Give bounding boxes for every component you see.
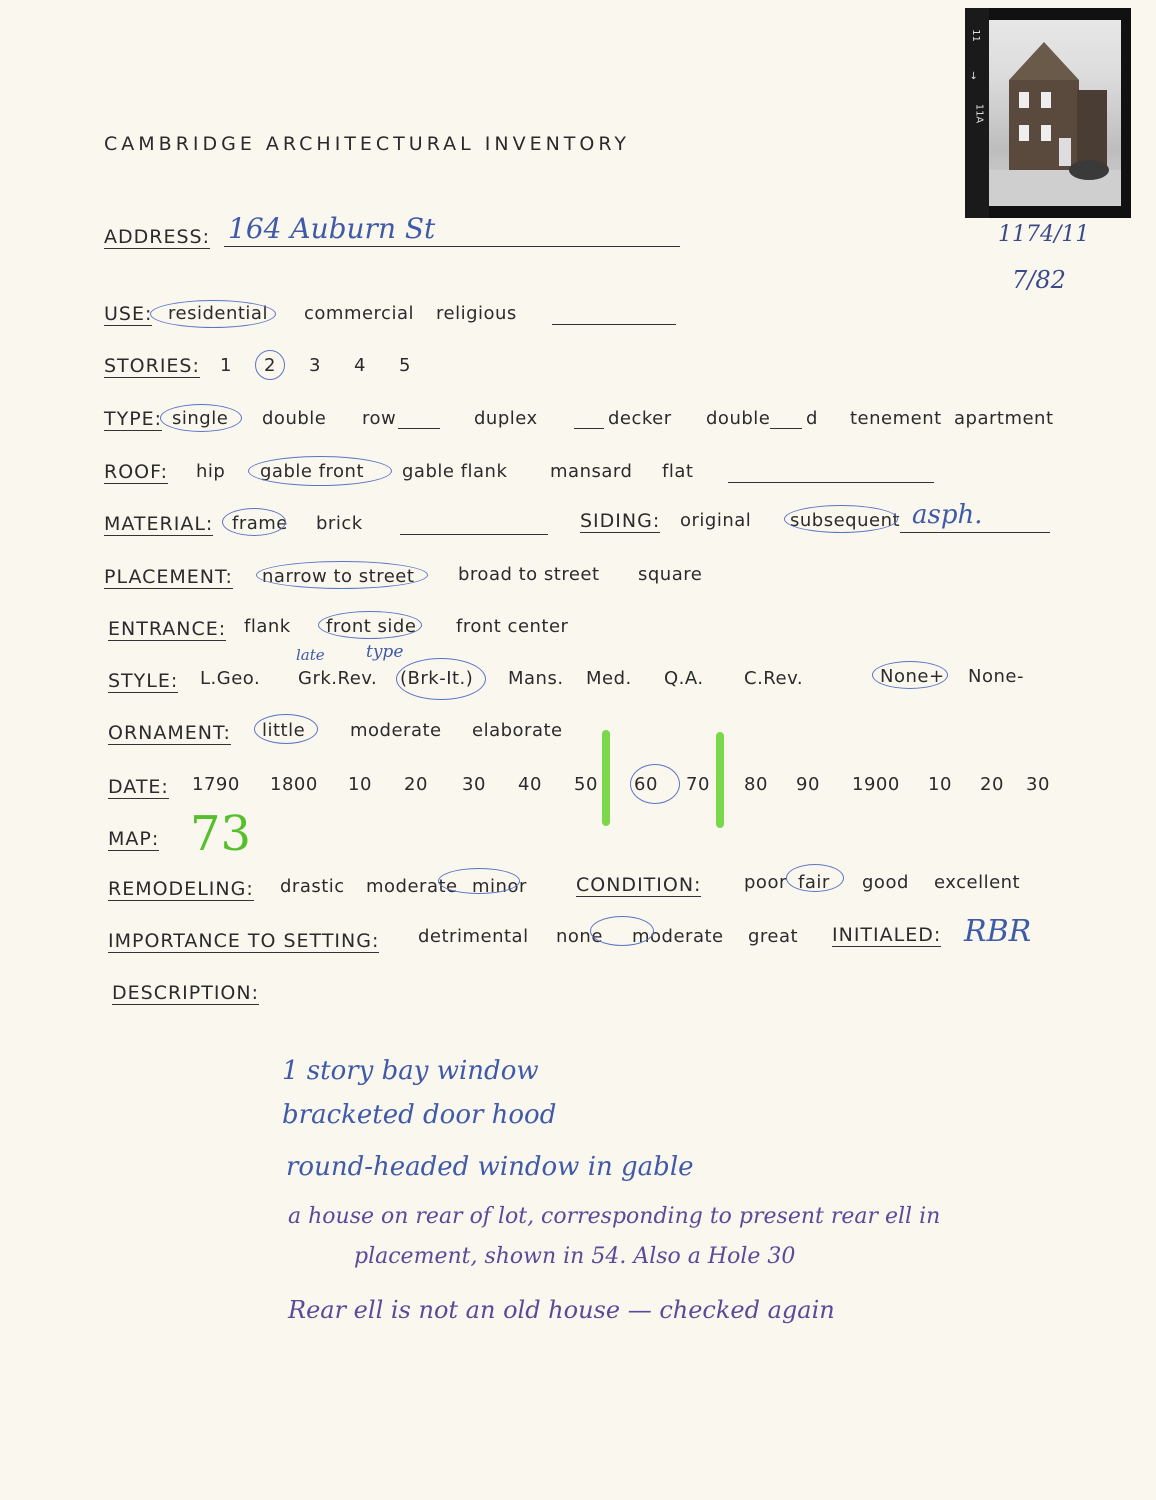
type-apartment: apartment	[954, 408, 1054, 429]
label-ornament: ORNAMENT:	[108, 722, 231, 744]
type-double: double	[262, 408, 327, 429]
siding-subsequent: subsequent	[790, 510, 901, 531]
placement-narrow: narrow to street	[262, 566, 415, 587]
selection-circle	[256, 561, 428, 589]
selection-circle	[222, 508, 286, 536]
selection-circle	[872, 661, 948, 689]
label-date: DATE:	[108, 776, 169, 798]
address-value: 164 Auburn St	[228, 212, 436, 245]
date-1790: 1790	[192, 774, 240, 795]
label-remodeling: REMODELING:	[108, 878, 254, 900]
label-map: MAP:	[108, 828, 160, 850]
condition-poor: poor	[744, 872, 787, 893]
house-image	[989, 20, 1121, 206]
date-1800: 1800	[270, 774, 318, 795]
siding-original: original	[680, 510, 752, 531]
style-grkrev: Grk.Rev.	[298, 668, 378, 689]
entrance-front-side: front side	[326, 616, 417, 637]
ornament-elaborate: elaborate	[472, 720, 563, 741]
style-qa: Q.A.	[664, 668, 704, 689]
style-type-note: type	[366, 642, 404, 662]
date-30: 30	[462, 774, 486, 795]
importance-great: great	[748, 926, 799, 947]
type-single: single	[172, 408, 229, 429]
selection-circle	[630, 764, 680, 804]
date-70: 70	[686, 774, 710, 795]
date-1930: 30	[1026, 774, 1050, 795]
siding-other-line	[900, 532, 1050, 533]
stories-4: 4	[354, 355, 366, 376]
date-1900: 1900	[852, 774, 900, 795]
selection-circle	[590, 916, 654, 946]
ornament-little: little	[262, 720, 306, 741]
ornament-moderate: moderate	[350, 720, 442, 741]
date-60: 60	[634, 774, 658, 795]
green-bracket-left	[602, 730, 610, 826]
date-20: 20	[404, 774, 428, 795]
label-initialed: INITIALED:	[832, 924, 942, 946]
style-mans: Mans.	[508, 668, 564, 689]
selection-circle	[784, 505, 901, 533]
house-photo	[965, 8, 1131, 218]
material-brick: brick	[316, 513, 363, 534]
reference-number: 1174/11	[998, 222, 1090, 247]
label-stories: STORIES:	[104, 355, 200, 377]
type-row: row	[362, 408, 397, 429]
film-strip	[965, 8, 989, 218]
condition-excellent: excellent	[934, 872, 1021, 893]
entrance-front-center: front center	[456, 616, 569, 637]
type-decker: decker	[608, 408, 672, 429]
initials: RBR	[964, 914, 1032, 949]
label-placement: PLACEMENT:	[104, 566, 233, 588]
frame-number-b: 11A	[973, 103, 985, 124]
stories-3: 3	[309, 355, 321, 376]
label-type: TYPE:	[104, 408, 163, 430]
date-10: 10	[348, 774, 372, 795]
label-address: ADDRESS:	[104, 226, 210, 248]
importance-detrimental: detrimental	[418, 926, 529, 947]
style-none-minus: None-	[968, 666, 1024, 687]
selection-circle	[318, 611, 422, 639]
selection-circle	[438, 868, 520, 894]
stories-2: 2	[264, 355, 276, 376]
description-line: 1 story bay window	[282, 1056, 539, 1086]
remodeling-moderate: moderate	[366, 876, 458, 897]
type-double-d: double	[706, 408, 771, 429]
label-siding: SIDING:	[580, 510, 661, 532]
date-1920: 20	[980, 774, 1004, 795]
blank	[770, 428, 802, 429]
roof-flat: flat	[662, 461, 694, 482]
label-description: DESCRIPTION:	[112, 982, 260, 1004]
label-condition: CONDITION:	[576, 874, 702, 896]
address-line	[224, 246, 680, 247]
condition-fair: fair	[798, 872, 830, 893]
use-other-line	[552, 324, 676, 325]
entrance-flank: flank	[244, 616, 291, 637]
use-residential: residential	[168, 303, 268, 324]
roof-mansard: mansard	[550, 461, 633, 482]
importance-none: none	[556, 926, 603, 947]
description-line: a house on rear of lot, corresponding to present rear ell in	[288, 1204, 941, 1229]
label-style: STYLE:	[108, 670, 179, 692]
reference-date: 7/82	[1012, 266, 1066, 294]
label-use: USE:	[104, 303, 153, 325]
selection-circle	[160, 404, 242, 432]
description-line: Rear ell is not an old house — checked again	[288, 1296, 835, 1324]
description-line: bracketed door hood	[282, 1100, 557, 1130]
selection-circle	[255, 350, 285, 380]
label-material: MATERIAL:	[104, 513, 214, 535]
frame-number: 11	[969, 29, 981, 42]
roof-gable-flank: gable flank	[402, 461, 508, 482]
use-religious: religious	[436, 303, 517, 324]
roof-other-line	[728, 482, 934, 483]
selection-circle	[786, 864, 844, 892]
material-frame: frame	[232, 513, 288, 534]
remodeling-drastic: drastic	[280, 876, 345, 897]
selection-circle	[254, 714, 318, 744]
stories-5: 5	[399, 355, 411, 376]
date-40: 40	[518, 774, 542, 795]
style-none-plus: None+	[880, 666, 945, 687]
style-med: Med.	[586, 668, 632, 689]
date-80: 80	[744, 774, 768, 795]
type-duplex: duplex	[474, 408, 538, 429]
label-importance: IMPORTANCE TO SETTING:	[108, 930, 380, 952]
label-roof: ROOF:	[104, 461, 168, 483]
style-crev: C.Rev.	[744, 668, 804, 689]
roof-hip: hip	[196, 461, 226, 482]
date-50: 50	[574, 774, 598, 795]
blank	[574, 428, 604, 429]
form-title: CAMBRIDGE ARCHITECTURAL INVENTORY	[104, 133, 630, 155]
style-late-note: late	[296, 646, 325, 664]
condition-good: good	[862, 872, 909, 893]
label-entrance: ENTRANCE:	[108, 618, 227, 640]
description-line: round-headed window in gable	[286, 1152, 694, 1182]
blank	[398, 428, 440, 429]
siding-note: asph.	[912, 500, 983, 530]
selection-circle	[150, 300, 276, 328]
remodeling-minor: minor	[472, 876, 527, 897]
green-bracket-right	[716, 732, 724, 828]
type-tenement: tenement	[850, 408, 942, 429]
material-other-line	[400, 534, 548, 535]
type-d: d	[806, 408, 818, 429]
date-1910: 10	[928, 774, 952, 795]
style-lgeo: L.Geo.	[200, 668, 261, 689]
placement-square: square	[638, 564, 703, 585]
use-commercial: commercial	[304, 303, 414, 324]
roof-gable-front: gable front	[260, 461, 364, 482]
placement-broad: broad to street	[458, 564, 600, 585]
style-brkit: (Brk-It.)	[400, 668, 474, 689]
description-line: placement, shown in 54. Also a Hole 30	[354, 1244, 796, 1269]
selection-circle	[248, 456, 392, 486]
selection-circle	[396, 658, 486, 700]
importance-moderate: moderate	[632, 926, 724, 947]
stories-1: 1	[220, 355, 232, 376]
map-number: 73	[190, 806, 252, 862]
arrow-icon: →	[967, 71, 979, 80]
date-90: 90	[796, 774, 820, 795]
